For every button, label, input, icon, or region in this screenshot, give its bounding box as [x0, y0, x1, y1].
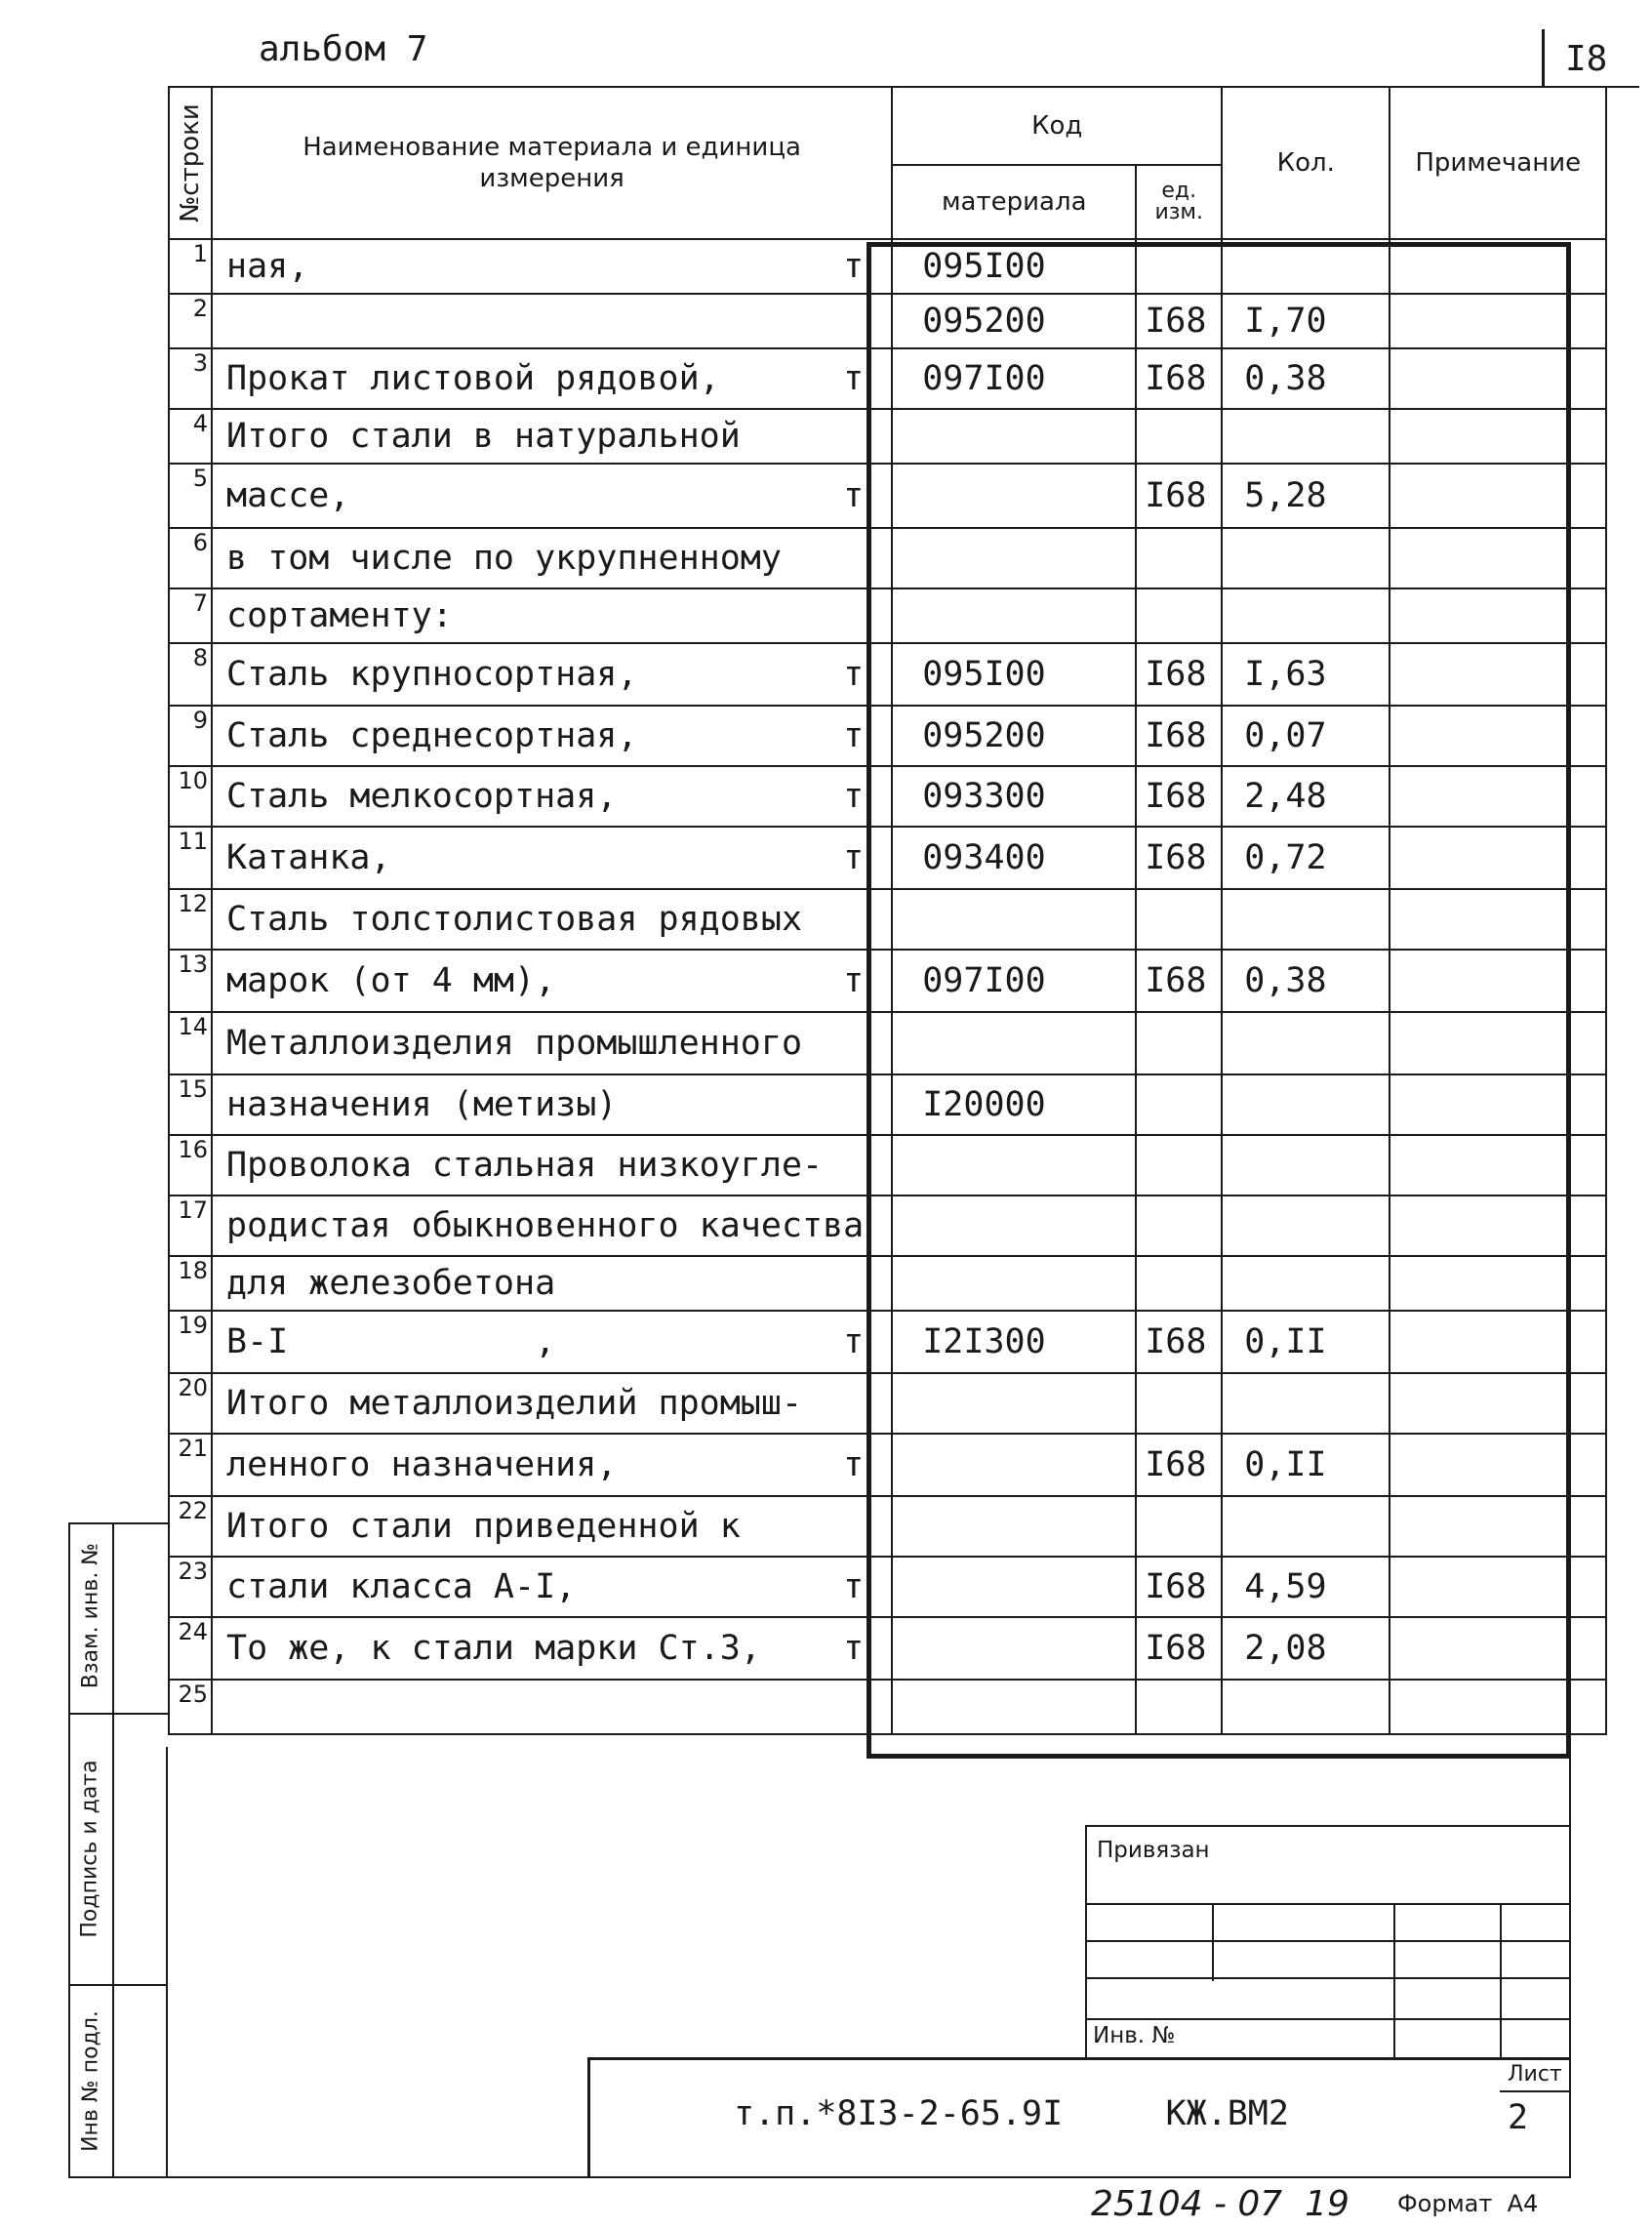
material-name [212, 1496, 892, 1557]
unit-label: т [843, 655, 865, 694]
material-name [212, 1196, 892, 1256]
material-code [892, 1256, 1136, 1311]
row-number: 16 [169, 1135, 212, 1196]
unit-label: т [843, 838, 865, 877]
row-number: 4 [169, 409, 212, 464]
material-name [212, 827, 892, 889]
material-code: 095I00 [892, 643, 1136, 706]
note [1390, 1135, 1606, 1196]
frame-right [1566, 242, 1571, 1758]
table-row [169, 588, 1606, 643]
table-row [169, 950, 1606, 1012]
note [1390, 528, 1606, 588]
row-number: 21 [169, 1434, 212, 1496]
unit-code: I68 [1136, 348, 1222, 409]
unit-code [1136, 1496, 1222, 1557]
quantity [1222, 1373, 1390, 1434]
unit-code: I68 [1136, 643, 1222, 706]
side-label-podpis: Подпись и дата [77, 1760, 102, 1938]
material-name-text: марок (от 4 мм), [226, 961, 556, 1000]
material-name-text: стали класса А-I, [226, 1567, 577, 1606]
material-name-text: Проволока стальная низкоугле- [226, 1146, 824, 1185]
sheet-label: Лист [1508, 2062, 1562, 2087]
table-row [169, 464, 1606, 528]
table-row [169, 766, 1606, 827]
unit-label: т [843, 1445, 865, 1484]
unit-label: т [843, 359, 865, 398]
unit-label: т [843, 716, 865, 755]
unit-code [1136, 1373, 1222, 1434]
quantity: 5,28 [1222, 464, 1390, 528]
quantity: I,63 [1222, 643, 1390, 706]
quantity [1222, 1196, 1390, 1256]
unit-label: т [843, 1567, 865, 1606]
note [1390, 588, 1606, 643]
row-number: 3 [169, 348, 212, 409]
table-row [169, 1680, 1606, 1734]
unit-code [1136, 1074, 1222, 1135]
material-name-text: массе, [226, 476, 350, 515]
material-code: 095I00 [892, 239, 1136, 294]
material-name-text: родистая обыкновенного качества [226, 1206, 865, 1245]
material-name-text: Катанка, [226, 838, 391, 877]
material-code [892, 1012, 1136, 1074]
material-name-text: В-I , [226, 1322, 556, 1361]
material-name [212, 706, 892, 766]
material-code: 097I00 [892, 950, 1136, 1012]
side-label-inv-podl: Инв № подл. [78, 2010, 103, 2152]
quantity: 0,38 [1222, 348, 1390, 409]
material-name [212, 1311, 892, 1373]
row-number: 23 [169, 1557, 212, 1617]
unit-label: т [843, 1629, 865, 1668]
material-name [212, 294, 892, 348]
note [1390, 1012, 1606, 1074]
col-header-unit-code: ед. изм. [1136, 165, 1222, 239]
quantity: 2,48 [1222, 766, 1390, 827]
row-number: 25 [169, 1680, 212, 1734]
note [1390, 1196, 1606, 1256]
quantity [1222, 239, 1390, 294]
note [1390, 1256, 1606, 1311]
quantity [1222, 528, 1390, 588]
material-name [212, 464, 892, 528]
quantity: 4,59 [1222, 1557, 1390, 1617]
frame-top [868, 242, 1569, 247]
inv-no-label: Инв. № [1093, 2023, 1176, 2048]
quantity [1222, 1256, 1390, 1311]
table-row [169, 706, 1606, 766]
table-row [169, 1074, 1606, 1135]
table-row [169, 1256, 1606, 1311]
sheet-number: 2 [1508, 2098, 1529, 2137]
frame-left [866, 242, 871, 1758]
col-header-note: Примечание [1390, 87, 1606, 239]
side-label-vzam: Взам. инв. № [78, 1542, 103, 1689]
table-row [169, 889, 1606, 950]
row-number: 13 [169, 950, 212, 1012]
col-header-material-code: материала [892, 165, 1136, 239]
note [1390, 889, 1606, 950]
material-name [212, 643, 892, 706]
row-number: 24 [169, 1617, 212, 1680]
unit-code [1136, 889, 1222, 950]
material-name [212, 239, 892, 294]
note [1390, 827, 1606, 889]
material-name [212, 889, 892, 950]
unit-label: т [843, 476, 865, 515]
table-row [169, 827, 1606, 889]
material-name-text: Прокат листовой рядовой, [226, 359, 720, 398]
material-name [212, 528, 892, 588]
stamp-number: 25104 - 07 19 [1091, 2184, 1350, 2224]
material-name-text: Сталь крупносортная, [226, 655, 638, 694]
unit-code [1136, 239, 1222, 294]
material-code: 095200 [892, 706, 1136, 766]
unit-code: I68 [1136, 294, 1222, 348]
material-code [892, 1617, 1136, 1680]
table-row [169, 1434, 1606, 1496]
table-row [169, 294, 1606, 348]
unit-code: I68 [1136, 1557, 1222, 1617]
material-name-text: Металлоизделия промышленного [226, 1024, 803, 1063]
material-code [892, 409, 1136, 464]
unit-code [1136, 588, 1222, 643]
unit-label: т [843, 961, 865, 1000]
note [1390, 950, 1606, 1012]
material-code: I2I300 [892, 1311, 1136, 1373]
row-number: 2 [169, 294, 212, 348]
format-label: Формат А4 [1397, 2190, 1539, 2217]
doc-code: т.п.*8I3-2-65.9I КЖ.ВМ2 [734, 2094, 1289, 2133]
table-row [169, 1496, 1606, 1557]
frame-bottom [866, 1754, 1571, 1759]
table-row [169, 643, 1606, 706]
material-name-text: Итого металлоизделий промыш- [226, 1384, 803, 1423]
unit-code [1136, 1196, 1222, 1256]
material-name-text: ная, [226, 247, 309, 286]
row-number: 7 [169, 588, 212, 643]
quantity: 0,07 [1222, 706, 1390, 766]
material-code [892, 588, 1136, 643]
material-name [212, 766, 892, 827]
quantity: 0,72 [1222, 827, 1390, 889]
unit-code: I68 [1136, 1434, 1222, 1496]
col-header-name: Наименование материала и единица измерения [212, 87, 892, 239]
unit-code: I68 [1136, 950, 1222, 1012]
privyazan-label: Привязан [1097, 1838, 1210, 1863]
col-header-row-no: №строки [169, 87, 212, 239]
material-code: 093300 [892, 766, 1136, 827]
material-name [212, 409, 892, 464]
quantity [1222, 409, 1390, 464]
quantity: 0,II [1222, 1434, 1390, 1496]
unit-code [1136, 409, 1222, 464]
note [1390, 1074, 1606, 1135]
table-row [169, 348, 1606, 409]
material-code [892, 528, 1136, 588]
row-number: 11 [169, 827, 212, 889]
material-name [212, 1256, 892, 1311]
bottom-border [68, 2176, 1571, 2178]
quantity [1222, 1074, 1390, 1135]
table-row [169, 1012, 1606, 1074]
note [1390, 1373, 1606, 1434]
unit-code [1136, 528, 1222, 588]
material-code [892, 1434, 1136, 1496]
unit-code: I68 [1136, 464, 1222, 528]
quantity [1222, 889, 1390, 950]
material-name-text: То же, к стали марки Ст.3, [226, 1629, 761, 1668]
material-name [212, 1680, 892, 1734]
material-name [212, 1617, 892, 1680]
material-code [892, 1680, 1136, 1734]
material-name-text: для железобетона [226, 1264, 556, 1303]
material-code: 093400 [892, 827, 1136, 889]
row-number: 14 [169, 1012, 212, 1074]
unit-code [1136, 1012, 1222, 1074]
unit-code [1136, 1256, 1222, 1311]
material-name-text: сортаменту: [226, 596, 453, 635]
unit-code: I68 [1136, 766, 1222, 827]
table-row [169, 1373, 1606, 1434]
table-row [169, 1617, 1606, 1680]
album-label: альбом 7 [259, 29, 428, 69]
note [1390, 1311, 1606, 1373]
quantity: 2,08 [1222, 1617, 1390, 1680]
material-name-text: Сталь толстолистовая рядовых [226, 900, 803, 939]
quantity [1222, 1012, 1390, 1074]
material-name [212, 950, 892, 1012]
unit-code [1136, 1680, 1222, 1734]
material-name-text: Итого стали приведенной к [226, 1507, 741, 1546]
materials-table [168, 86, 1607, 1735]
left-border [166, 1747, 168, 2178]
row-number: 9 [169, 706, 212, 766]
row-number: 10 [169, 766, 212, 827]
unit-label: т [843, 777, 865, 816]
note [1390, 1617, 1606, 1680]
quantity: 0,38 [1222, 950, 1390, 1012]
note [1390, 766, 1606, 827]
col-header-code: Код [892, 87, 1222, 165]
row-number: 20 [169, 1373, 212, 1434]
row-number: 19 [169, 1311, 212, 1373]
note [1390, 1434, 1606, 1496]
row-number: 18 [169, 1256, 212, 1311]
right-border [1569, 1757, 1571, 2178]
material-name [212, 1557, 892, 1617]
row-number: 15 [169, 1074, 212, 1135]
row-number: 12 [169, 889, 212, 950]
unit-code [1136, 1135, 1222, 1196]
unit-code: I68 [1136, 1617, 1222, 1680]
table-row [169, 239, 1606, 294]
material-name [212, 588, 892, 643]
material-name-text: назначения (метизы) [226, 1085, 618, 1124]
note [1390, 706, 1606, 766]
quantity [1222, 588, 1390, 643]
note [1390, 464, 1606, 528]
material-name-text: в том числе по укрупненному [226, 539, 782, 578]
unit-label: т [843, 1322, 865, 1361]
material-code: 095200 [892, 294, 1136, 348]
row-number: 8 [169, 643, 212, 706]
unit-label: т [843, 247, 865, 286]
table-row [169, 1135, 1606, 1196]
row-number: 17 [169, 1196, 212, 1256]
note [1390, 239, 1606, 294]
row-number: 22 [169, 1496, 212, 1557]
note [1390, 1680, 1606, 1734]
material-code [892, 1557, 1136, 1617]
material-name-text: ленного назначения, [226, 1445, 618, 1484]
row-number: 6 [169, 528, 212, 588]
col-header-qty: Кол. [1222, 87, 1390, 239]
material-name [212, 1012, 892, 1074]
quantity: 0,II [1222, 1311, 1390, 1373]
material-code [892, 1496, 1136, 1557]
material-name [212, 1135, 892, 1196]
page-number: I8 [1565, 39, 1608, 79]
table-row [169, 1557, 1606, 1617]
quantity [1222, 1680, 1390, 1734]
material-name-text: Итого стали в натуральной [226, 417, 741, 456]
material-name-text: Сталь мелкосортная, [226, 777, 618, 816]
material-code [892, 1135, 1136, 1196]
note [1390, 1557, 1606, 1617]
material-code [892, 464, 1136, 528]
note [1390, 348, 1606, 409]
note [1390, 1496, 1606, 1557]
unit-code: I68 [1136, 1311, 1222, 1373]
material-code [892, 889, 1136, 950]
note [1390, 409, 1606, 464]
note [1390, 643, 1606, 706]
table-row [169, 1311, 1606, 1373]
table-row [169, 409, 1606, 464]
material-name [212, 348, 892, 409]
table-row [169, 1196, 1606, 1256]
row-number: 1 [169, 239, 212, 294]
material-code: 097I00 [892, 348, 1136, 409]
unit-code: I68 [1136, 706, 1222, 766]
material-code [892, 1373, 1136, 1434]
unit-code: I68 [1136, 827, 1222, 889]
material-name [212, 1434, 892, 1496]
note [1390, 294, 1606, 348]
row-number: 5 [169, 464, 212, 528]
material-name [212, 1074, 892, 1135]
material-code [892, 1196, 1136, 1256]
quantity [1222, 1496, 1390, 1557]
table-row [169, 528, 1606, 588]
quantity [1222, 1135, 1390, 1196]
material-code: I20000 [892, 1074, 1136, 1135]
material-name-text: Сталь среднесортная, [226, 716, 638, 755]
material-name [212, 1373, 892, 1434]
page-number-divider [1542, 29, 1545, 88]
quantity: I,70 [1222, 294, 1390, 348]
